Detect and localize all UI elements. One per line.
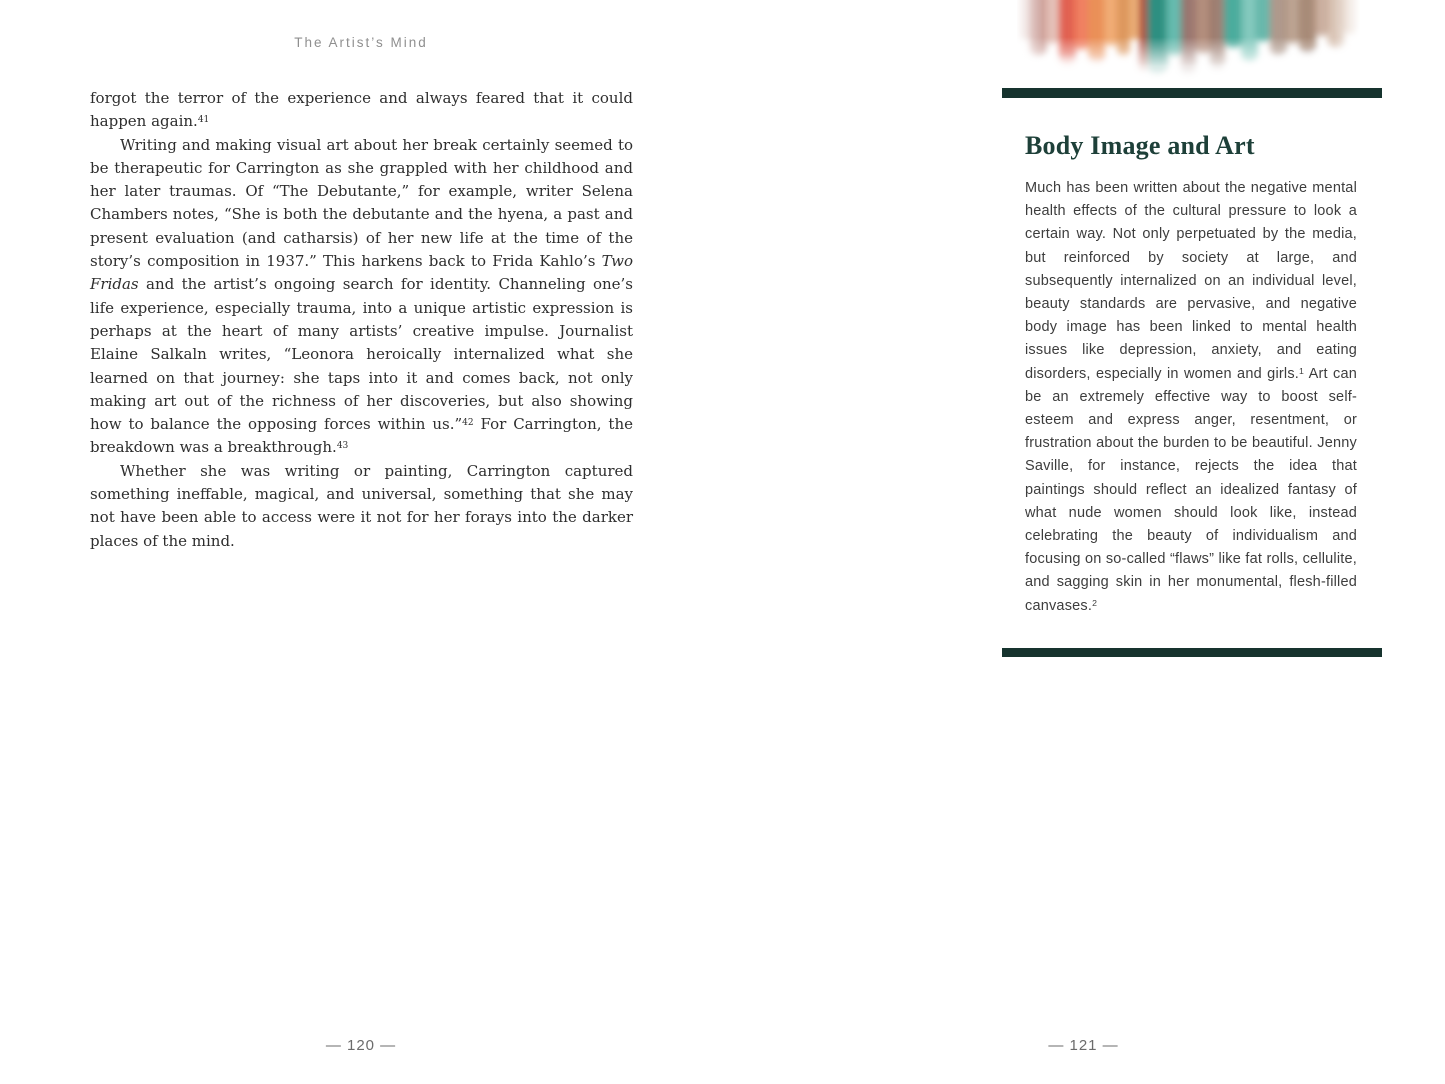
body-paragraph [90,460,633,553]
sidebar-bottom-rule [1002,648,1382,657]
text-run: Two Fridas [90,252,633,294]
footnote-marker: 41 [197,115,210,126]
running-header: The Artist’s Mind [294,35,428,50]
sidebar-top-rule [1002,88,1382,98]
text-run: For Carrington, the breakdown was a breakthrough. [90,415,633,457]
body-paragraph [90,134,633,460]
footnote-marker: 1 [1299,365,1305,376]
footnote-marker: 43 [336,441,349,452]
text-run: Much has been written about the negative mental health effects of the cultural pressure to look a certain way. Not only perpetuated by the media, but reinforced by society at large, and subsequently internalized on an individual level, beauty standards are pervasive, and negative body image has been linked to mental health issues like depression, anxiety, and eating disorders, especially in women and girls. [1025,180,1357,382]
sidebar-title: Body Image and Art [1025,131,1255,160]
sidebar-body-text [1025,177,1357,618]
text-run: Whether she was writing or painting, Carrington captured something ineffable, magical, and universal, something that she may not have been able to access were it not for her forays into the darker places of the mind. [90,461,633,550]
text-run: Writing and making visual art about her break certainly seemed to be therapeutic for Carrington as she grappled with her childhood and her later traumas. Of “The Debutante,” for example, writer Selena Chambers notes, “She is both the debutante and the hyena, a past and present evaluation (and catharsis) of her new life at the time of the story’s composition in 1937.” This harkens back to Frida Kahlo’s [90,135,633,271]
footnote-marker: 42 [462,418,474,429]
body-paragraph [90,87,633,134]
footnote-marker: 2 [1092,597,1098,608]
right-page-number: — 121 — [1048,1037,1119,1054]
text-run: forgot the terror of the experience and always feared that it could happen again. [90,89,633,131]
watercolor-artwork-image [1017,0,1360,88]
text-run: and the artist’s ongoing search for identity. Channeling one’s life experience, especially trauma, into a unique artistic expression is perhaps at the heart of many artists’ creative impulse. Journalist Elaine Salkaln writes, “Leonora heroically internalized what she learned on that journey: she taps into it and comes back, not only making art out of the richness of her discoveries, but also showing how to balance the opposing forces within us.” [90,275,633,434]
left-page-body-text [90,87,633,553]
text-run: Art can be an extremely effective way to boost self-esteem and express anger, resentment, or frustration about the burden to be beautiful. Jenny Saville, for instance, rejects the idea that paintings should reflect an idealized fantasy of what nude women should look like, instead celebrating the beauty of individualism and focusing on so-called “flaws” like fat rolls, cellulite, and sagging skin in her monumental, flesh-filled canvases. [1025,365,1358,614]
left-page-number: — 120 — [325,1037,397,1054]
